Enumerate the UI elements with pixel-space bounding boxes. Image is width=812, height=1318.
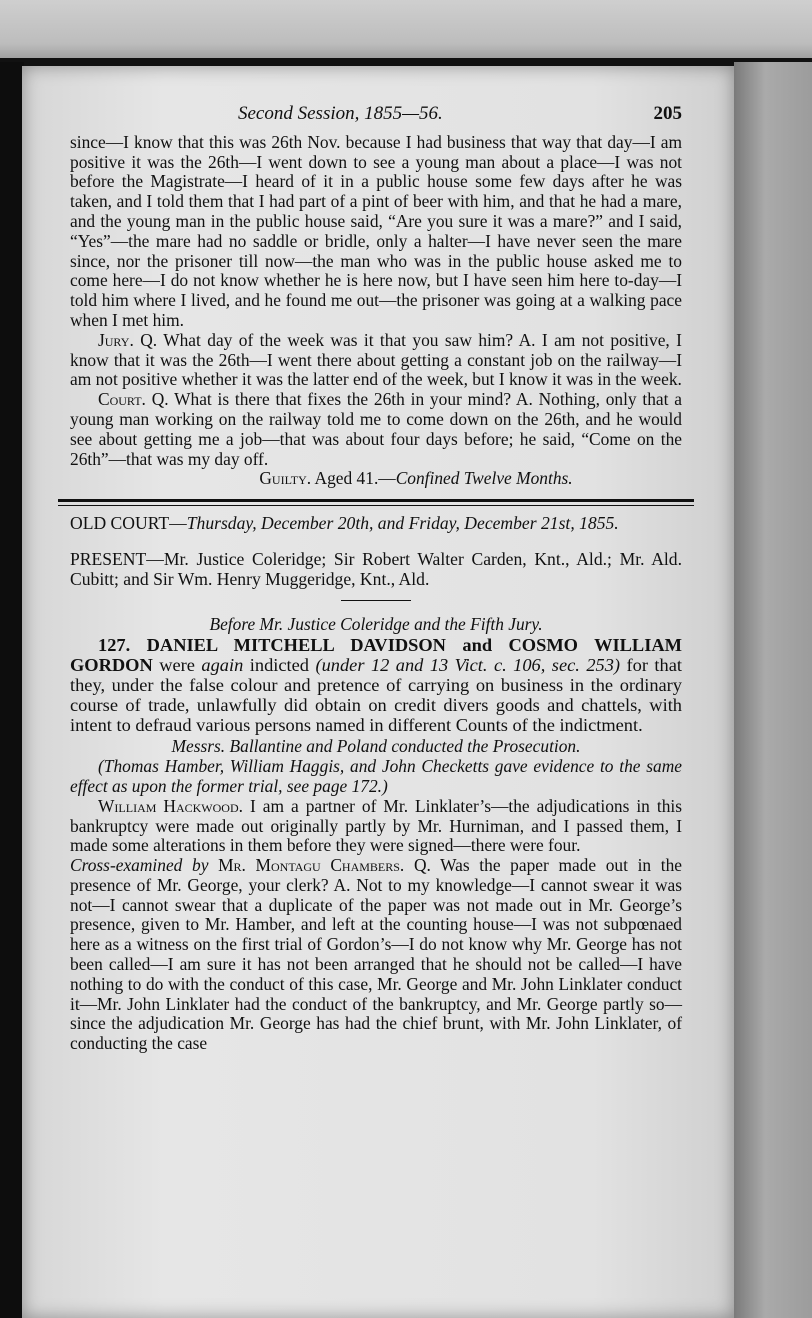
short-divider (341, 600, 411, 601)
cross-examination-paragraph (70, 856, 682, 1054)
case-indictment-paragraph (70, 636, 682, 735)
page-number: 205 (653, 103, 682, 124)
scanner-background-top (0, 0, 812, 62)
binding-gutter (0, 62, 24, 1318)
court-label: Court. (98, 389, 146, 410)
case-defendants: 127. DANIEL MITCHELL DAVIDSON and COSMO WILLIAM GORDON (70, 635, 682, 676)
verdict-age: Aged 41.— (314, 468, 396, 489)
case-statute: (under 12 and 13 Vict. c. 106, sec. 253) (315, 655, 621, 676)
case-again: again (201, 655, 244, 676)
jury-question-text: Q. What day of the week was it that you saw him? A. I am not positive, I know that it was the 26th—I went there about getting a constant job on the railway—I am not positive whether it was the latter end of the week, but I know it was in the week. (70, 329, 682, 390)
before-judge-line: Before Mr. Justice Coleridge and the Fifth Jury. (209, 613, 543, 634)
case-body: for that they, under the false colour and pretence of carrying on business in the ordinary course of trade, unlawfully did obtain on credit divers goods and chattels, with intent to defraud various persons named in different Counts of the indictment. (70, 655, 682, 735)
page-content (70, 104, 682, 1054)
cross-examination-text: Q. Was the paper made out in the presence of Mr. George, your clerk? A. Not to my knowledge—I cannot swear it was not—I cannot swear that a duplicate of the paper was not made out in Mr. George’s presence, given to Mr. Hamber, and left at the counting house—I was not subpœnaed here as a witness on the first trial of Gordon’s—I do not know why Mr. George has not been called—I am sure it has not been arranged that he should not be called—I have nothing to do with the conduct of this case, Mr. George and Mr. John Linklater conduct it—Mr. John Linklater had the conduct of the bankruptcy, and Mr. George partly so—since the adjudication Mr. George has had the chief brunt, with Mr. John Linklater, of conducting the case (70, 855, 682, 1054)
cross-examined-label: Cross-examined by (70, 855, 209, 876)
case-were: were (159, 655, 195, 676)
jury-label: Jury. (98, 329, 134, 350)
running-title: Second Session, 1855—56. (238, 103, 443, 124)
book-page (22, 66, 734, 1318)
evidence-note: (Thomas Hamber, William Haggis, and John Checketts gave evidence to the same effect as upon the former trial, see page 172.) (70, 756, 682, 796)
court-question-paragraph (70, 390, 682, 469)
verdict-sentence: Confined Twelve Months. (395, 468, 573, 489)
court-question-text: Q. What is there that fixes the 26th in your mind? A. Nothing, only that a young man working on the railway told me to come down on the 26th, and he would see about getting me a job—that was about four days before; he said, “Come on the 26th”—that was my day off. (70, 389, 682, 469)
witness-testimony-text: I am a partner of Mr. Linklater’s—the adjudications in this bankruptcy were made out originally partly by Mr. Hurniman, and I passed them, I made some alterations in them before they were signed—there were four. (70, 795, 682, 856)
witness-name: William Hackwood. (98, 795, 243, 816)
verdict-label: Guilty. (259, 468, 312, 489)
testimony-paragraph: since—I know that this was 26th Nov. because I had business that way that day—I am positive it was the 26th—I went down to see a young man about a place—I was not before the Magistrate—I heard of it in a public house some few days after he was taken, and I told them that I had part of a pint of beer with him, and that he had a mare, and the young man in the public house said, “Are you sure it was a mare?” and I said, “Yes”—the mare had no saddle or bridle, only a halter—I have never seen the mare since, nor the prisoner till now—the man who was in the public house asked me to come here—I do not know whether he is here now, but I have seen him here to-day—I told him where I lived, and he found me out—the prisoner was going at a walking pace when I met him. (70, 131, 682, 330)
jury-question-paragraph (70, 331, 682, 390)
facing-page-edge (734, 62, 812, 1318)
section-divider (58, 499, 694, 506)
running-header (88, 104, 682, 124)
court-session-heading (70, 514, 682, 534)
court-dates: Thursday, December 20th, and Friday, December 21st, 1855. (186, 513, 619, 534)
court-name: OLD COURT— (70, 513, 187, 534)
case-indicted: indicted (249, 655, 310, 676)
witness-testimony-paragraph (70, 797, 682, 856)
prosecution-counsel: Messrs. Ballantine and Poland conducted the Prosecution. (171, 736, 581, 757)
present-judges: PRESENT—Mr. Justice Coleridge; Sir Robert Walter Carden, Knt., Ald.; Mr. Ald. Cubitt; and Sir Wm. Henry Muggeridge, Knt., Ald. (70, 548, 682, 589)
cross-examining-counsel: Mr. Montagu Chambers. (218, 855, 405, 876)
verdict-line (70, 469, 682, 489)
